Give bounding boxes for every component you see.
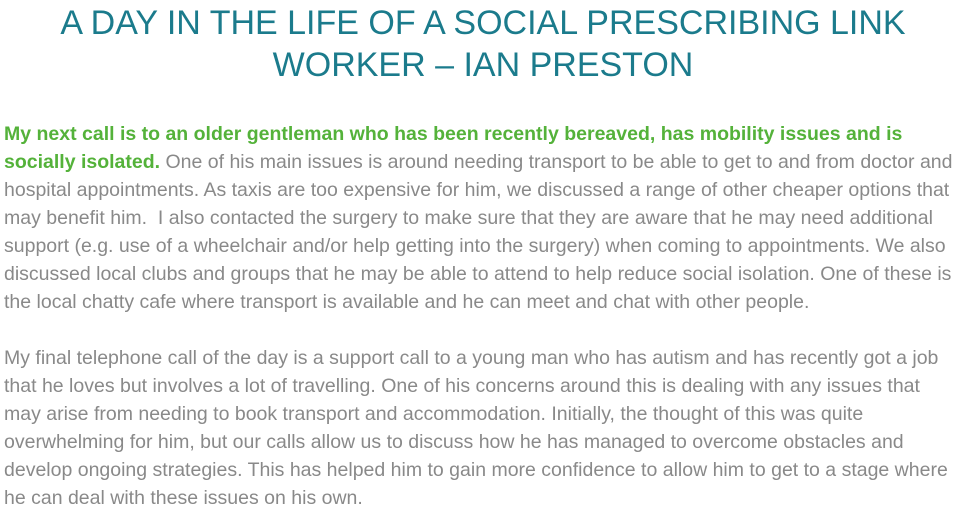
document-body: [4, 120, 962, 512]
paragraph-next-call: [4, 120, 962, 316]
paragraph-text: One of his main issues is around needing transport to be able to get to and from doctor and hospital appointments. As taxis are too expensive for him, we discussed a range of other cheaper options that may benefit him. I also contacted the surgery to make sure that they are aware that he may need additional support (e.g. use of a wheelchair and/or help getting into the surgery) when coming to appointments. We also discussed local clubs and groups that he may be able to attend to help reduce social isolation. One of these is the local chatty cafe where transport is available and he can meet and chat with other people.: [4, 151, 958, 313]
lead-sentence: My next call is to an older gentleman who has been recently bereaved, has mobility issues and is socially isolated.: [4, 123, 908, 173]
paragraph-text: My final telephone call of the day is a support call to a young man who has autism and has recently got a job that he loves but involves a lot of travelling. One of his concerns around this is dealing with any issues that may arise from needing to book transport and accommodation. Initially, the thought of this was quite overwhelming for him, but our calls allow us to discuss how he has managed to overcome obstacles and develop ongoing strategies. This has helped him to gain more confidence to allow him to get to a stage where he can deal with these issues on his own.: [4, 347, 954, 509]
page-title: A DAY IN THE LIFE OF A SOCIAL PRESCRIBING LINK WORKER – IAN PRESTON: [60, 4, 906, 84]
paragraph-final-call: [4, 344, 962, 512]
